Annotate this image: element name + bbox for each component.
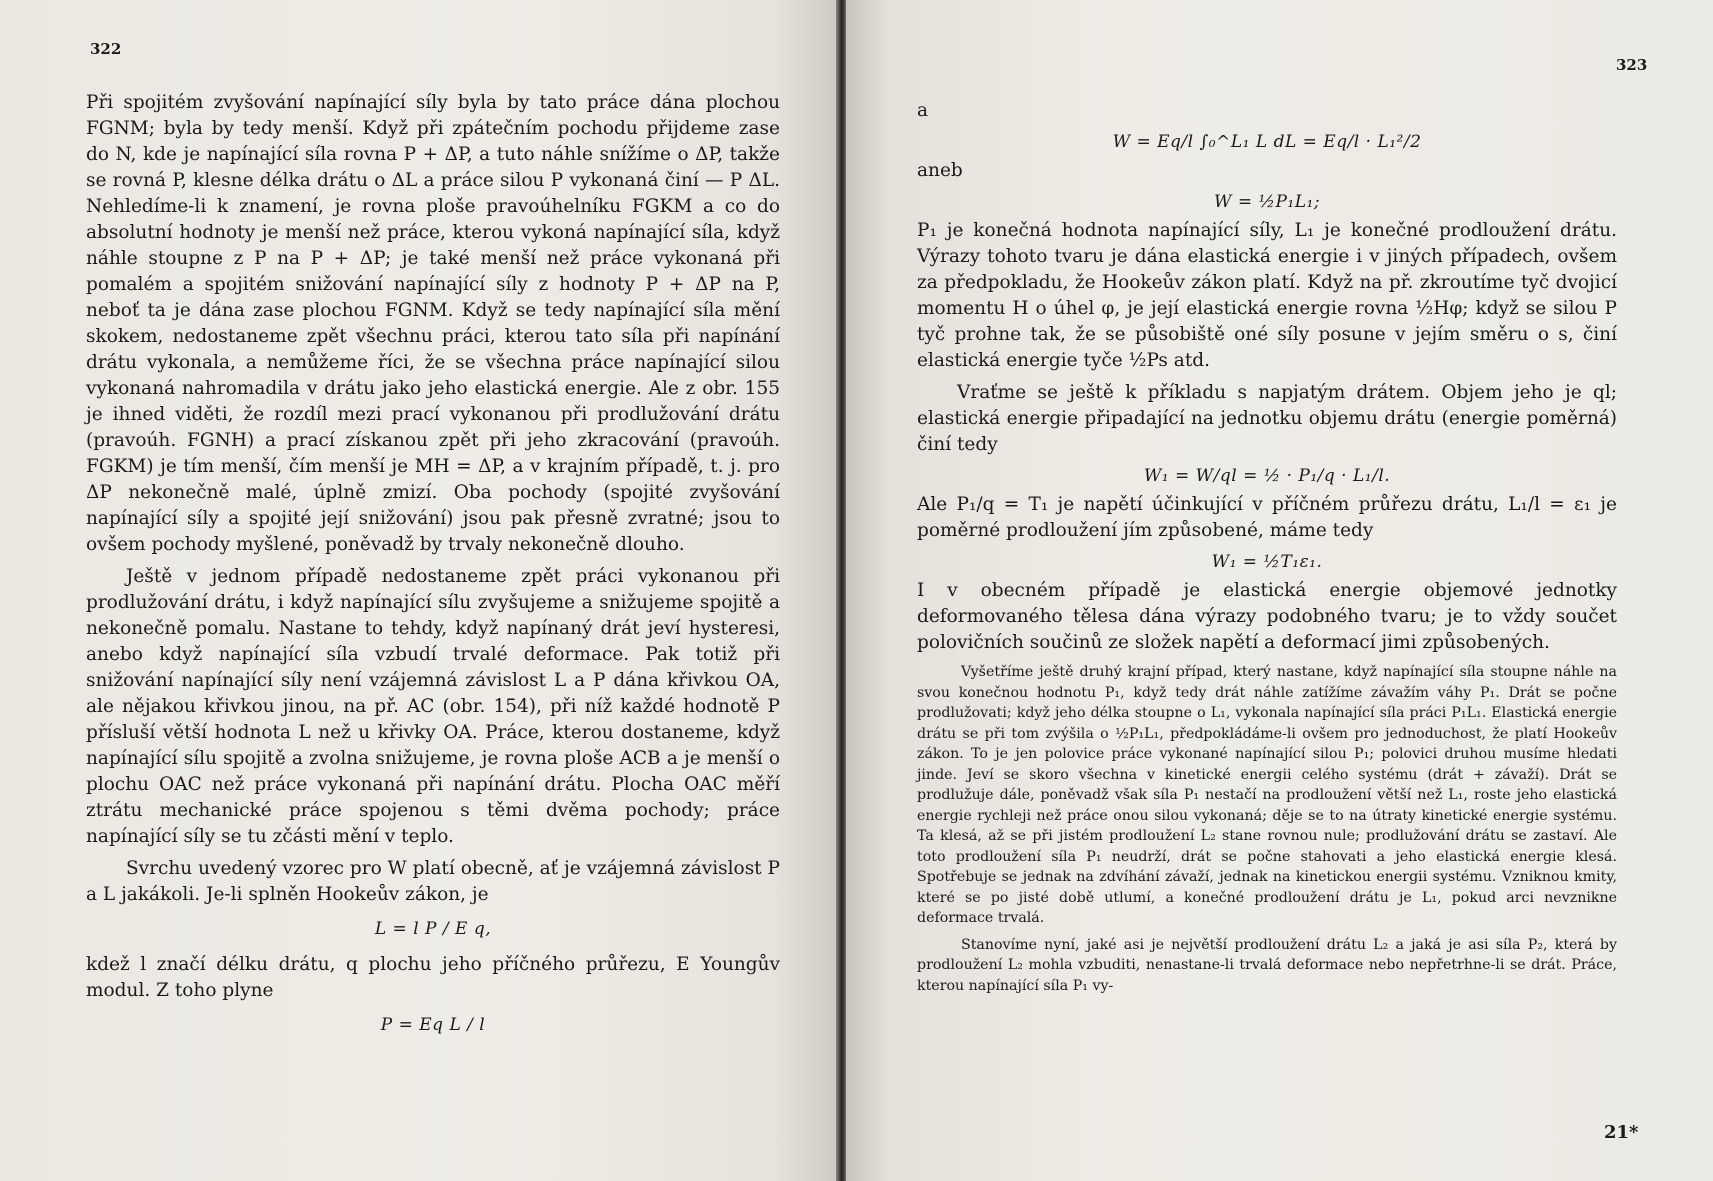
paragraph-energy: P₁ je konečná hodnota napínající síly, L₁ je konečné prodloužení drátu. Výrazy tohoto tvaru je dána elastická energie i v jiných případech, ovšem za předpokladu, že Hookeův zákon platí. Když na př. zkroutíme tyč dvojicí momentu H o úhel φ, je její elastická energie rovna ½Hφ; když se silou P tyč prohne tak, že se působiště oné síly posune v jejím směru o s, činí elastická energie tyče ½Ps atd. xyxy=(917,220,1617,371)
formula-force: P = Eq L / l xyxy=(380,1015,486,1035)
label-aneb: aneb xyxy=(917,160,963,181)
signature-mark: 21* xyxy=(1604,1122,1639,1143)
paragraph-4: kdež l značí délku drátu, q plochu jeho příčného průřezu, E Youngův modul. Z toho plyne xyxy=(86,954,780,1001)
formula-energy-density-stress: W₁ = ½T₁ε₁. xyxy=(1211,552,1323,572)
paragraph-wire: Vraťme se ještě k příkladu s napjatým drátem. Objem jeho je ql; elastická energie připadající na jednotku objemu drátu (energie poměrná) činí tedy xyxy=(917,382,1617,455)
paragraph-1: Při spojitém zvyšování napínající síly byla by tato práce dána plochou FGNM; byla by tedy menší. Když při zpátečním pochodu přijdeme zase do N, kde je napínající síla rovna P + ΔP, a tuto náhle snížíme o ΔP, takže se rovná P, klesne délka drátu o ΔL a práce silou P vykonaná činí — P ΔL. Nehledíme-li k znamení, je rovna ploše pravoúhelníku FGKM a co do absolutní hodnoty je menší než práce, kterou vykoná napínající síla, když náhle stoupne z P na P + ΔP; je také menší než práce vykonaná při pomalém a spojitém snižování napínající síly z hodnoty P + ΔP na P, neboť ta je dána zase plochou FGNM. Když se tedy napínající síla mění skokem, nedostaneme zpět všechnu práci, kterou tato síla při napínání drátu vykonala, a nemůžeme říci, že se všechna práce napínající silou vykonaná nahromadila v drátu jako jeho elastická energie. Ale z obr. 155 je ihned viděti, že rozdíl mezi prací vykonanou při prodlužování drátu (pravoúh. FGNH) a prací získanou zpět při jeho zkracování (pravoúh. FGKM) je tím menší, čím menší je MH = ΔP, a v krajním případě, t. j. pro ΔP nekonečně malé, úplně zmizí. Oba pochody (spojité zvyšování napínající síly a spojité její snižování) jsou pak přesně zvratné; jsou to ovšem pochody myšlené, poněvadž by trvaly nekonečně dlouho. xyxy=(86,92,780,555)
label-a: a xyxy=(917,100,929,121)
paragraph-stress: Ale P₁/q = T₁ je napětí účinkující v příčném průřezu drátu, L₁/l = ε₁ je poměrné prodloužení jím způsobené, máme tedy xyxy=(917,494,1617,541)
paragraph-2: Ještě v jednom případě nedostaneme zpět práci vykonanou při prodlužování drátu, i když napínající sílu zvyšujeme a snižujeme spojitě a nekonečně pomalu. Nastane to tehdy, když napínaný drát jeví hysteresi, anebo když napínající síla vzbudí trvalé deformace. Pak totiž při snižování napínající síly není vzájemná závislost L a P dána křivkou OA, ale nějakou křivkou jinou, na př. AC (obr. 154), při níž každé hodnotě P přísluší větší hodnota L než u křivky OA. Práce, kterou dostaneme, když napínající sílu spojitě a zvolna snižujeme, je rovna ploše ACB a je menší o plochu OAC než práce vykonaná při napínání drátu. Plocha OAC měří ztrátu mechanické práce spojenou s těmi dvěma pochody; práce napínající síly se tu zčásti mění v teplo. xyxy=(86,566,780,847)
formula-work-half: W = ½P₁L₁; xyxy=(1213,192,1321,212)
paragraph-general: I v obecném případě je elastická energie objemové jednotky deformovaného tělesa dána výrazy podobného tvaru; je to vždy součet polovičních součinů ze složek napětí a deformací jimi způsobených. xyxy=(917,580,1617,653)
page-number-left: 322 xyxy=(90,40,122,58)
left-page-text xyxy=(86,90,780,1048)
right-page-text xyxy=(917,98,1617,1002)
page-number-right: 323 xyxy=(1616,56,1648,74)
formula-energy-density: W₁ = W/ql = ½ · P₁/q · L₁/l. xyxy=(1143,466,1391,486)
small-paragraph-2: Stanovíme nyní, jaké asi je největší prodloužení drátu L₂ a jaká je asi síla P₂, která by prodloužení L₂ mohla vzbuditi, nenastane-li trvalá deformace nebo nepřetrhne-li se drát. Práce, kterou napínající síla P₁ vy- xyxy=(917,936,1617,994)
right-page xyxy=(846,0,1713,1181)
small-paragraph-1: Vyšetříme ještě druhý krajní případ, který nastane, když napínající síla stoupne náhle na svou konečnou hodnotu P₁, když tedy drát náhle zatížíme závažím váhy P₁. Drát se počne prodlužovati; když jeho délka stoupne o L₁, vykonala napínající síla práci P₁L₁. Elastická energie drátu se při tom zvýšila o ½P₁L₁, předpokládáme-li ovšem pro jednoduchost, že platí Hookeův zákon. To je jen polovice práce vykonané napínající silou P₁; polovici druhou musíme hledati jinde. Jeví se skoro všechna v kinetické energii celého systému (drát + závaží). Drát se prodlužuje dále, poněvadž však síla P₁ nestačí na prodloužení větší než L₁, roste jeho elastická energie rychleji než práce onou silou vykonaná; děje se to na útraty kinetické energie systému. Ta klesá, až se při jistém prodloužení L₂ stane rovnou nule; prodlužování drátu se zastaví. Ale toto prodloužení síla P₁ neudrží, drát se počne stahovati a jeho elastická energie klesá. Spotřebuje se jednak na zdvíhání závaží, jednak na kinetickou energii systému. Vzniknou kmity, které se po jisté době utlumí, a konečné prodloužení drátu je L₁, pokud arci nevznikne deformace trvalá. xyxy=(917,664,1617,926)
paragraph-3: Svrchu uvedený vzorec pro W platí obecně, ať je vzájemná závislost P a L jakákoli. Je-li splněn Hookeův zákon, je xyxy=(86,858,780,905)
formula-hooke: L = l P / E q, xyxy=(374,919,492,939)
left-page xyxy=(0,0,838,1181)
formula-work-integral: W = Eq/l ∫₀^L₁ L dL = Eq/l · L₁²/2 xyxy=(1112,132,1422,152)
